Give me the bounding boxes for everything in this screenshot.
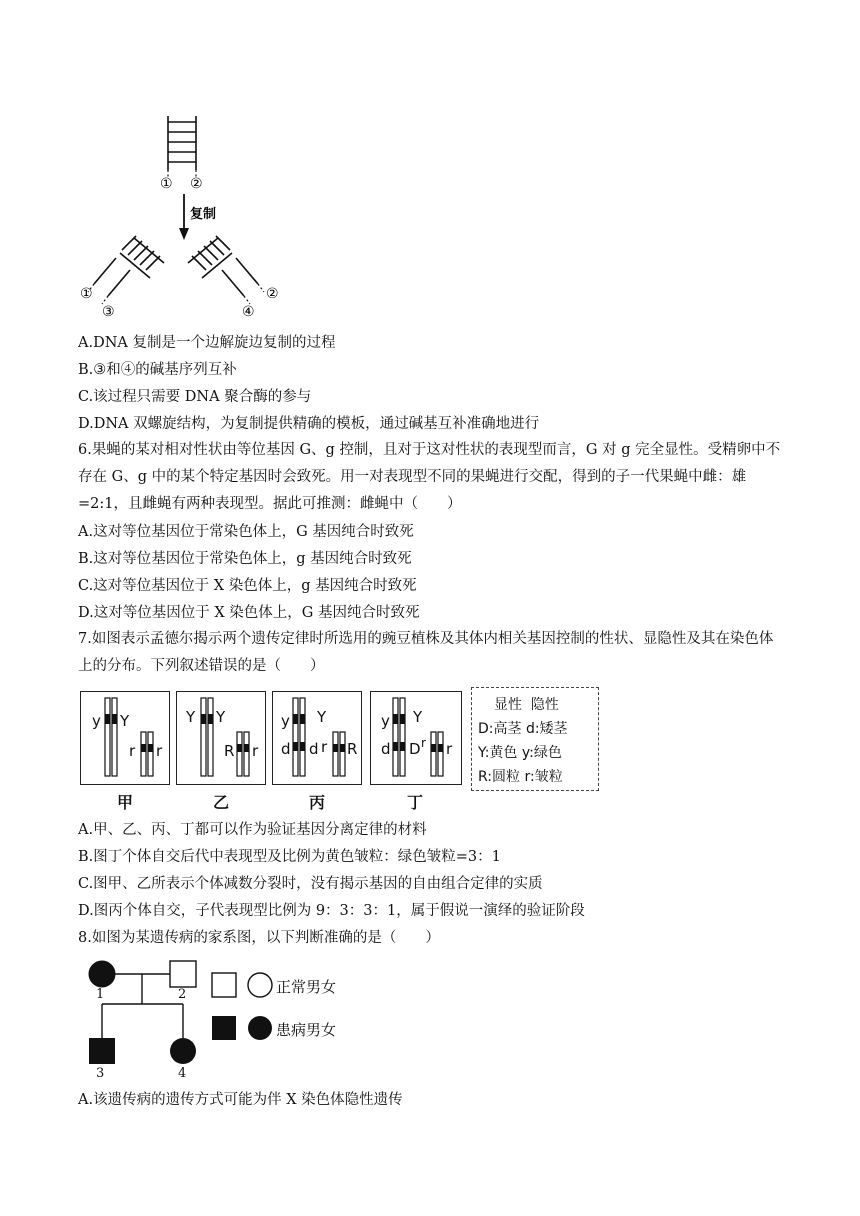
gene-label: d — [309, 740, 319, 758]
legend-row: Y:黄色 y:绿色 — [478, 745, 562, 761]
chromosome-diagram-jia — [81, 692, 169, 784]
individual-number: 2 — [178, 987, 187, 1002]
arrow-label: 复制 — [190, 207, 217, 222]
q6-option-d: D.这对等位基因位于 X 染色体上，G 基因纯合时致死 — [78, 605, 420, 621]
male-normal-2 — [170, 961, 196, 987]
gene-label: Y — [216, 708, 226, 726]
q5-option-b: B.③和④的碱基序列互补 — [78, 362, 237, 378]
gene-label: r — [129, 742, 136, 760]
chromosome-diagram-ding — [371, 692, 461, 784]
strand-label-1-top: ① — [160, 176, 173, 192]
legend-normal-male — [212, 973, 236, 997]
dna-replication-figure — [70, 108, 310, 322]
panel-caption-ding: 丁 — [406, 793, 423, 812]
gene-label: r — [421, 736, 426, 750]
gene-label: Y — [120, 712, 130, 730]
gene-label: d — [381, 740, 391, 758]
panel-caption-yi: 乙 — [212, 793, 229, 812]
down-arrow-icon — [179, 194, 189, 240]
q7-option-a: A.甲、乙、丙、丁都可以作为验证基因分离定律的材料 — [78, 822, 427, 838]
q7-option-d: D.图丙个体自交，子代表现型比例为 9：3：3：1，属于假说一演绎的验证阶段 — [78, 903, 585, 919]
strand-label-1-left: ① — [80, 286, 93, 302]
q7-stem: 7.如图表示孟德尔揭示两个遗传定律时所选用的豌豆植株及其体内相关基因控制的性状、显隐性及其在染色体上的分布。下列叙述错误的是（ ） — [78, 631, 774, 674]
individual-number: 1 — [96, 987, 105, 1002]
parent-dna-ladder — [168, 116, 196, 170]
female-affected-1 — [89, 961, 115, 987]
chromosome-diagram-yi — [177, 692, 265, 784]
gene-label: Y — [186, 708, 196, 726]
right-daughter-ladder — [188, 236, 258, 296]
q6-option-a: A.这对等位基因位于常染色体上，G 基因纯合时致死 — [78, 524, 414, 540]
q6-stem: 6.果蝇的某对相对性状由等位基因 G、g 控制，且对于这对性状的表现型而言，G 对 g 完全显性。受精卵中不存在 G、g 中的某个特定基因时会致死。用一对表现型不同的果蝇进行交配，得到的子一代果蝇中雌：雄=2:1，且雌蝇有两种表现型。据此可推测：雌蝇中（ ） — [78, 442, 781, 512]
individual-number: 4 — [178, 1066, 187, 1081]
gene-label: r — [446, 740, 453, 758]
gene-label: y — [381, 712, 390, 730]
gene-label: r — [252, 742, 259, 760]
gene-label: r — [156, 742, 163, 760]
strand-label-2-right: ② — [266, 286, 279, 302]
legend-row: D:高茎 d:矮茎 — [478, 721, 568, 737]
chromosome-diagram-bing — [273, 692, 361, 784]
legend-normal-female — [248, 973, 272, 997]
legend-normal-label: 正常男女 — [276, 978, 337, 996]
legend-header: 显性 隐性 — [494, 697, 559, 713]
strand-label-2-top: ② — [190, 176, 203, 192]
genotype-panel-bing — [272, 691, 362, 785]
gene-label: Y — [413, 708, 423, 726]
genotype-panel-jia — [80, 691, 170, 785]
gene-label: D — [409, 740, 421, 758]
q5-option-a: A.DNA 复制是一个边解旋边复制的过程 — [78, 335, 336, 351]
gene-label: Y — [317, 708, 327, 726]
trait-legend — [471, 687, 599, 791]
strand-label-3-left: ③ — [102, 304, 115, 320]
gene-label: y — [92, 712, 101, 730]
individual-number: 3 — [96, 1066, 105, 1081]
legend-affected-label: 患病男女 — [276, 1021, 337, 1039]
female-affected-4 — [170, 1038, 196, 1064]
q8-option-a: A.该遗传病的遗传方式可能为伴 X 染色体隐性遗传 — [78, 1092, 403, 1108]
gene-label: y — [281, 712, 290, 730]
panel-caption-jia: 甲 — [116, 793, 133, 812]
panel-caption-bing: 丙 — [308, 793, 325, 812]
q5-option-c: C.该过程只需要 DNA 聚合酶的参与 — [78, 389, 312, 405]
q6-option-b: B.这对等位基因位于常染色体上，g 基因纯合时致死 — [78, 551, 412, 567]
legend-affected-male — [212, 1016, 236, 1040]
genotype-panel-yi — [176, 691, 266, 785]
q5-option-d: D.DNA 双螺旋结构，为复制提供精确的模板，通过碱基互补准确地进行 — [78, 416, 540, 432]
gene-label: d — [281, 740, 291, 758]
genotype-panel-ding — [370, 691, 462, 785]
q8-stem: 8.如图为某遗传病的家系图，以下判断准确的是（ ） — [78, 930, 440, 946]
legend-affected-female — [248, 1016, 272, 1040]
gene-label: R — [224, 742, 235, 760]
strand-label-4-right: ④ — [242, 304, 255, 320]
legend-row: R:圆粒 r:皱粒 — [478, 769, 563, 785]
gene-label: r — [321, 738, 328, 756]
gene-label: R — [347, 740, 358, 758]
q7-option-c: C.图甲、乙所表示个体减数分裂时，没有揭示基因的自由组合定律的实质 — [78, 876, 543, 892]
q7-option-b: B.图丁个体自交后代中表现型及比例为黄色皱粒：绿色皱粒=3：1 — [78, 849, 501, 865]
q6-option-c: C.这对等位基因位于 X 染色体上，g 基因纯合时致死 — [78, 578, 417, 594]
left-daughter-ladder — [94, 236, 164, 296]
male-affected-3 — [89, 1038, 115, 1064]
